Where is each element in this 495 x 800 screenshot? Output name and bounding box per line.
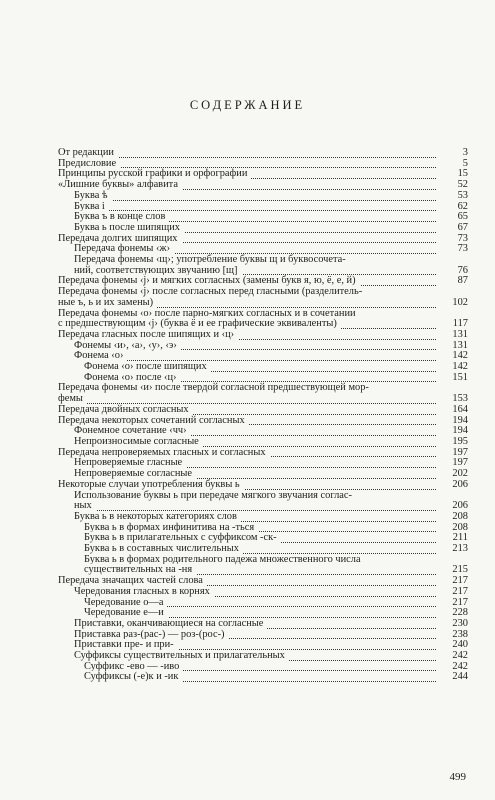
toc-entry-title: Буква і: [74, 201, 109, 212]
toc-entry-title: От редакции: [58, 147, 118, 158]
toc-entry-title: Передача фонемы ‹о› после парно-мягких согласных и в сочетании: [58, 307, 356, 319]
toc-page-number: 142: [440, 362, 468, 373]
toc-entry-title: Непроверяемые согласные: [74, 468, 196, 479]
toc-page-number: 131: [440, 341, 468, 352]
toc-entry-title: Суффикс -ево — -иво: [84, 661, 183, 672]
toc-entry-title: Буква ь в формах инфинитива на -ться: [84, 522, 258, 533]
toc-entry-title: ные ъ, ь и их замены): [58, 297, 157, 308]
toc-entry-title: Буква ь в составных числительных: [84, 543, 243, 554]
toc-page-number: 217: [440, 576, 468, 587]
toc-page-number: 208: [440, 523, 468, 534]
toc-page-number: 244: [440, 672, 468, 683]
page-number: 499: [449, 771, 466, 783]
toc-entry-title: Фонемное сочетание ‹чч›: [74, 425, 191, 436]
toc-entry-title: Чередование о—а: [84, 597, 167, 608]
toc-page-number: 242: [440, 651, 468, 662]
toc-entry-title: Принципы русской графики и орфографии: [58, 168, 251, 179]
toc-entry-title: Фонема ‹о› после ‹ц›: [84, 372, 181, 383]
toc-entry-title: Суффиксы существительных и прилагательных: [74, 650, 289, 661]
toc-page-number: 65: [440, 212, 468, 223]
toc-entry: [58, 587, 468, 598]
toc-entry-title: Некоторые случаи употребления буквы ь: [58, 479, 244, 490]
toc-page-number: 73: [440, 244, 468, 255]
toc-entry-title: «Лишние буквы» алфавита: [58, 179, 182, 190]
toc-entry-title: с предшествующим ‹j› (буква ё и ее графические эквиваленты): [58, 318, 341, 329]
toc-page-number: 151: [440, 373, 468, 384]
toc-page-number: 206: [440, 501, 468, 512]
toc-page-number: 164: [440, 405, 468, 416]
toc-page-number: 131: [440, 330, 468, 341]
toc-entry: [58, 373, 468, 384]
toc-entry-title: Буква ь в прилагательных с суффиксом -ск-: [84, 532, 281, 543]
toc-entry: [58, 480, 468, 491]
toc-entry-title: Приставки пре- и при-: [74, 639, 178, 650]
toc-entry-title: Фонема ‹о› после шипящих: [84, 361, 211, 372]
toc-page-number: 87: [440, 276, 468, 287]
table-of-contents: [58, 148, 468, 683]
toc-page-number: 240: [440, 640, 468, 651]
toc-entry: [58, 491, 468, 512]
toc-entry: [58, 544, 468, 555]
toc-entry: [58, 555, 468, 576]
toc-entry-title: Передача долгих шипящих: [58, 233, 182, 244]
toc-entry-title: Передача фонемы ‹j› и мягких согласных (замены букв я, ю, ё, е, й): [58, 275, 360, 286]
toc-entry-title: ных: [74, 500, 96, 511]
toc-entry-title: Буква ь в формах родительного падежа множественного числа: [84, 553, 361, 565]
toc-entry-title: Буква ь в некоторых категориях слов: [74, 511, 241, 522]
toc-page-number: 194: [440, 416, 468, 427]
toc-entry-title: Передача значащих частей слова: [58, 575, 207, 586]
toc-entry-title: Приставки, оканчивающиеся на согласные: [74, 618, 267, 629]
toc-page-number: 195: [440, 437, 468, 448]
toc-page-number: 230: [440, 619, 468, 630]
toc-page-number: 202: [440, 469, 468, 480]
toc-page-number: 102: [440, 298, 468, 309]
toc-entry-title: Передача непроверяемых гласных и согласных: [58, 447, 270, 458]
toc-page-number: 76: [440, 266, 468, 277]
toc-entry-title: Буква ъ в конце слов: [74, 211, 169, 222]
toc-entry-title: Приставка раз-(рас-) — роз-(рос-): [74, 629, 229, 640]
toc-entry: [58, 309, 468, 330]
toc-entry-title: Фонемы ‹и›, ‹а›, ‹у›, ‹э›: [74, 340, 181, 351]
toc-page-number: 15: [440, 169, 468, 180]
toc-page-number: 215: [440, 565, 468, 576]
toc-page-number: 197: [440, 458, 468, 469]
toc-entry-title: Передача фонемы ‹и› после твердой согласной предшествующей мор-: [58, 382, 369, 394]
toc-entry-title: Предисловие: [58, 158, 120, 169]
toc-page-number: 153: [440, 394, 468, 405]
toc-entry: [58, 672, 468, 683]
toc-entry-title: Буква ь после шипящих: [74, 222, 184, 233]
toc-entry-title: Непроизносимые согласные: [74, 436, 203, 447]
toc-page-number: 142: [440, 351, 468, 362]
toc-entry-title: Передача фонемы ‹j› после согласных перед гласными (разделитель-: [58, 286, 363, 298]
toc-page-number: 194: [440, 426, 468, 437]
toc-page-number: 211: [440, 533, 468, 544]
toc-entry-title: ний, соответствующих звучанию [щ]: [74, 265, 242, 276]
toc-page-number: 62: [440, 202, 468, 213]
toc-page-number: 197: [440, 448, 468, 459]
toc-page-number: 228: [440, 608, 468, 619]
toc-entry-title: Чередование е—и: [84, 607, 168, 618]
toc-entry: [58, 512, 468, 523]
toc-entry-title: Передача двойных согласных: [58, 404, 193, 415]
toc-entry: [58, 287, 468, 308]
toc-entry: [58, 244, 468, 255]
toc-entry-title: Передача гласных после шипящих и ‹ц›: [58, 329, 238, 340]
toc-entry-title: Передача фонемы ‹щ›; употребление буквы щ и буквосочета-: [74, 254, 346, 266]
toc-entry-title: Передача фонемы ‹ж›: [74, 243, 174, 254]
toc-page-number: 53: [440, 191, 468, 202]
toc-entry-title: Фонема ‹о›: [74, 350, 127, 361]
toc-entry: [58, 255, 468, 276]
toc-entry: [58, 405, 468, 416]
toc-page-number: 3: [440, 148, 468, 159]
toc-page-number: 238: [440, 630, 468, 641]
toc-entry-title: Передача некоторых сочетаний согласных: [58, 415, 249, 426]
toc-entry: [58, 383, 468, 404]
toc-page-number: 208: [440, 512, 468, 523]
toc-entry-title: Непроверяемые гласные: [74, 457, 186, 468]
toc-entry-title: Буква ѣ: [74, 190, 112, 201]
toc-page-number: 217: [440, 587, 468, 598]
toc-page-number: 206: [440, 480, 468, 491]
toc-page-number: 217: [440, 598, 468, 609]
toc-entry: [58, 191, 468, 202]
toc-entry: [58, 276, 468, 287]
toc-entry-title: фемы: [58, 393, 87, 404]
toc-page-number: 213: [440, 544, 468, 555]
toc-page-number: 117: [440, 319, 468, 330]
page-title: СОДЕРЖАНИЕ: [189, 98, 306, 112]
toc-page-number: 5: [440, 159, 468, 170]
toc-page-number: 73: [440, 234, 468, 245]
toc-page-number: 67: [440, 223, 468, 234]
toc-entry: [58, 180, 468, 191]
toc-entry-title: Суффиксы (-е)к и -ик: [84, 671, 182, 682]
toc-entry-title: существительных на -ня: [84, 564, 196, 575]
toc-entry-title: Использование буквы ь при передаче мягкого звучания соглас-: [74, 489, 352, 501]
toc-page-number: 52: [440, 180, 468, 191]
toc-entry-title: Чередования гласных в корнях: [74, 586, 214, 597]
toc-page-number: 242: [440, 662, 468, 673]
